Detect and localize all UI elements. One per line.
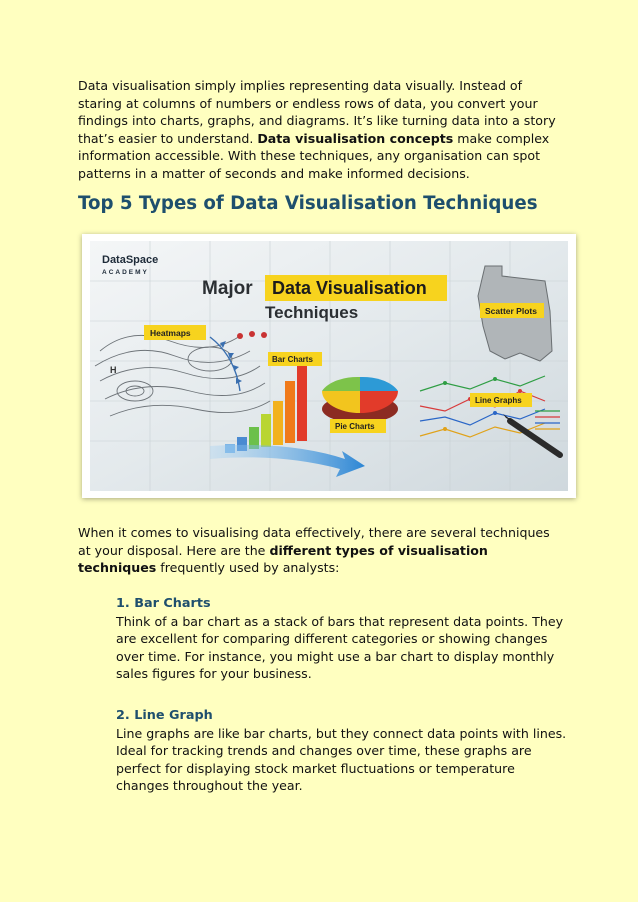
intro-text: Data visualisation simply implies representing data visually. Instead of staring at columns of numbers or endless rows of data, you convert your findings into charts, graphs, and diagrams. It’s like turning data into a story that’s easier to understand.: [78, 78, 556, 146]
infographic-illustration: [90, 241, 568, 491]
intro-text-end: make complex information accessible. With these techniques, any organisation can spot patterns in a matter of seconds and make informed decisions.: [78, 130, 550, 181]
technique-item-line-graph: [116, 707, 568, 795]
pie-chart: [322, 377, 398, 423]
intro-paragraph: [78, 77, 566, 182]
infographic-title-word: Major: [202, 278, 253, 299]
techniques-infographic: [82, 234, 576, 498]
heatmap-h-marker: H: [110, 365, 117, 375]
pie-charts-label: Pie Charts: [335, 422, 375, 431]
intro-bold-link[interactable]: Data visualisation concepts: [257, 130, 454, 146]
lead-text: When it comes to visualising data effectively, there are several techniques at your disposal. Here are the: [78, 525, 550, 558]
heatmaps-label: Heatmaps: [150, 328, 191, 338]
infographic-title-line2: Techniques: [265, 303, 359, 322]
technique-title: 2. Line Graph: [116, 708, 213, 723]
technique-description: Line graphs are like bar charts, but they connect data points with lines. Ideal for tracking trends and changes over time, these graphs are perfect for displaying stock market fluctuations or temperature changes throughout the year.: [116, 725, 567, 793]
scatter-plots-label: Scatter Plots: [485, 306, 537, 316]
infographic-title-highlight: Data Visualisation: [272, 278, 427, 298]
lead-paragraph: [78, 524, 566, 577]
brand-subtitle: ACADEMY: [102, 269, 149, 276]
bar-charts-label: Bar Charts: [272, 355, 313, 364]
technique-title: 1. Bar Charts: [116, 596, 211, 611]
section-heading: Top 5 Types of Data Visualisation Techniques: [78, 193, 538, 214]
brand-name: DataSpace: [102, 254, 159, 266]
technique-item-bar-charts: [116, 595, 568, 683]
lead-text-end: frequently used by analysts:: [156, 560, 340, 575]
line-graphs-label: Line Graphs: [475, 396, 522, 405]
lead-bold-link[interactable]: different types of visualisation techniques: [78, 542, 488, 575]
technique-description: Think of a bar chart as a stack of bars that represent data points. They are excellent for comparing different categories or showing changes over time. For instance, you might use a bar chart to display monthly sales figures for your business.: [116, 613, 564, 681]
